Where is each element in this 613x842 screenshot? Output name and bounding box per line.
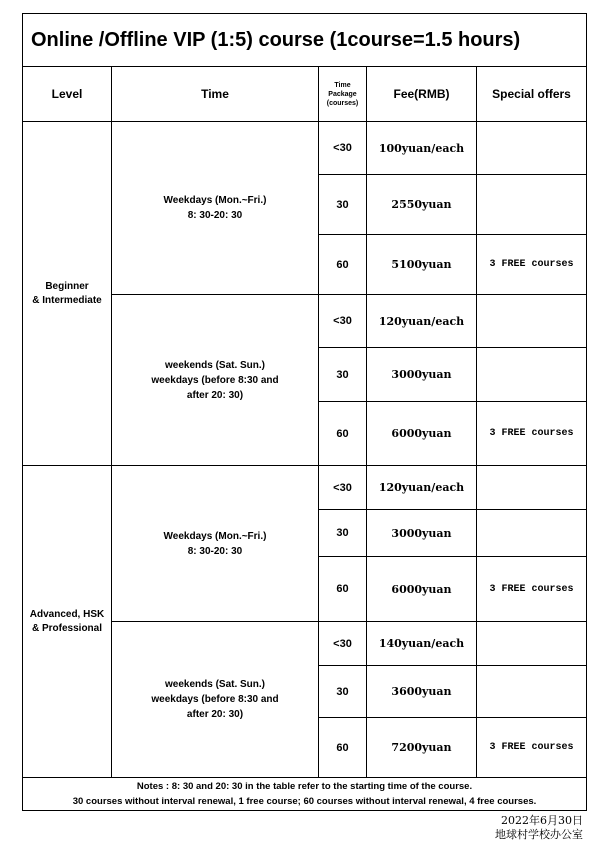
time-cell: [112, 622, 319, 778]
fee-cell: 2550yuan: [367, 175, 477, 235]
notes-line: 30 courses without interval renewal, 1 free course; 60 courses without interval renewal, 4 free courses.: [72, 796, 537, 807]
fee-cell: 3000yuan: [367, 348, 477, 402]
package-cell: 30: [319, 348, 367, 402]
package-cell: 60: [319, 718, 367, 778]
fee-cell: 3600yuan: [367, 666, 477, 718]
level-line: Beginner: [45, 280, 89, 292]
time-line: after 20: 30): [186, 709, 244, 720]
header-package-line3: (courses): [326, 99, 359, 107]
offer-cell: 3 FREE courses: [477, 235, 587, 295]
offer-cell: [477, 122, 587, 175]
fee-cell: 7200yuan: [367, 718, 477, 778]
fee-cell: 6000yuan: [367, 557, 477, 622]
time-line: 8: 30-20: 30: [187, 210, 243, 221]
package-cell: 30: [319, 666, 367, 718]
offer-cell: [477, 622, 587, 666]
package-cell: <30: [319, 466, 367, 510]
time-line: weekends (Sat. Sun.): [164, 359, 266, 371]
time-line: Weekdays (Mon.~Fri.): [163, 530, 267, 542]
header-package-line2: Package: [328, 90, 357, 98]
page-title: Online /Offline VIP (1:5) course (1course=1.5 hours): [23, 14, 587, 67]
package-cell: <30: [319, 122, 367, 175]
offer-cell: [477, 348, 587, 402]
package-cell: <30: [319, 295, 367, 348]
header-package-line1: Time: [334, 81, 351, 89]
table-row: [23, 466, 587, 510]
time-cell: [112, 466, 319, 622]
time-line: weekdays (before 8:30 and: [151, 374, 279, 386]
header-package: [319, 67, 367, 122]
header-level: Level: [23, 67, 112, 122]
package-cell: 30: [319, 175, 367, 235]
time-line: weekdays (before 8:30 and: [151, 694, 279, 705]
price-table: [22, 13, 587, 811]
notes-line: Notes : 8: 30 and 20: 30 in the table refer to the starting time of the course.: [136, 781, 473, 792]
offer-cell: [477, 175, 587, 235]
time-line: 8: 30-20: 30: [187, 545, 243, 557]
time-cell: [112, 295, 319, 466]
level-line: & Professional: [31, 622, 103, 634]
notes-cell: [23, 778, 587, 811]
level-cell: [23, 122, 112, 466]
offer-cell: [477, 295, 587, 348]
offer-cell: [477, 510, 587, 557]
offer-cell: 3 FREE courses: [477, 402, 587, 466]
level-line: & Intermediate: [32, 294, 102, 306]
fee-cell: 120yuan/each: [367, 466, 477, 510]
level-line: Advanced, HSK: [29, 608, 105, 620]
offer-cell: 3 FREE courses: [477, 718, 587, 778]
offer-cell: [477, 466, 587, 510]
offer-cell: 3 FREE courses: [477, 557, 587, 622]
package-cell: 60: [319, 402, 367, 466]
time-line: weekends (Sat. Sun.): [164, 679, 266, 690]
package-cell: 30: [319, 510, 367, 557]
time-cell: [112, 122, 319, 295]
header-fee: Fee(RMB): [367, 67, 477, 122]
fee-cell: 3000yuan: [367, 510, 477, 557]
package-cell: 60: [319, 235, 367, 295]
fee-cell: 100yuan/each: [367, 122, 477, 175]
package-cell: <30: [319, 622, 367, 666]
package-cell: 60: [319, 557, 367, 622]
table-row: [23, 122, 587, 175]
fee-cell: 6000yuan: [367, 402, 477, 466]
footer-office: 地球村学校办公室: [495, 828, 583, 841]
time-line: Weekdays (Mon.~Fri.): [163, 195, 267, 206]
header-time: Time: [112, 67, 319, 122]
footer-date: 2022年6月30日: [501, 814, 583, 827]
time-line: after 20: 30): [186, 389, 244, 401]
header-offers: Special offers: [477, 67, 587, 122]
fee-cell: 140yuan/each: [367, 622, 477, 666]
level-cell: [23, 466, 112, 778]
offer-cell: [477, 666, 587, 718]
fee-cell: 120yuan/each: [367, 295, 477, 348]
fee-cell: 5100yuan: [367, 235, 477, 295]
